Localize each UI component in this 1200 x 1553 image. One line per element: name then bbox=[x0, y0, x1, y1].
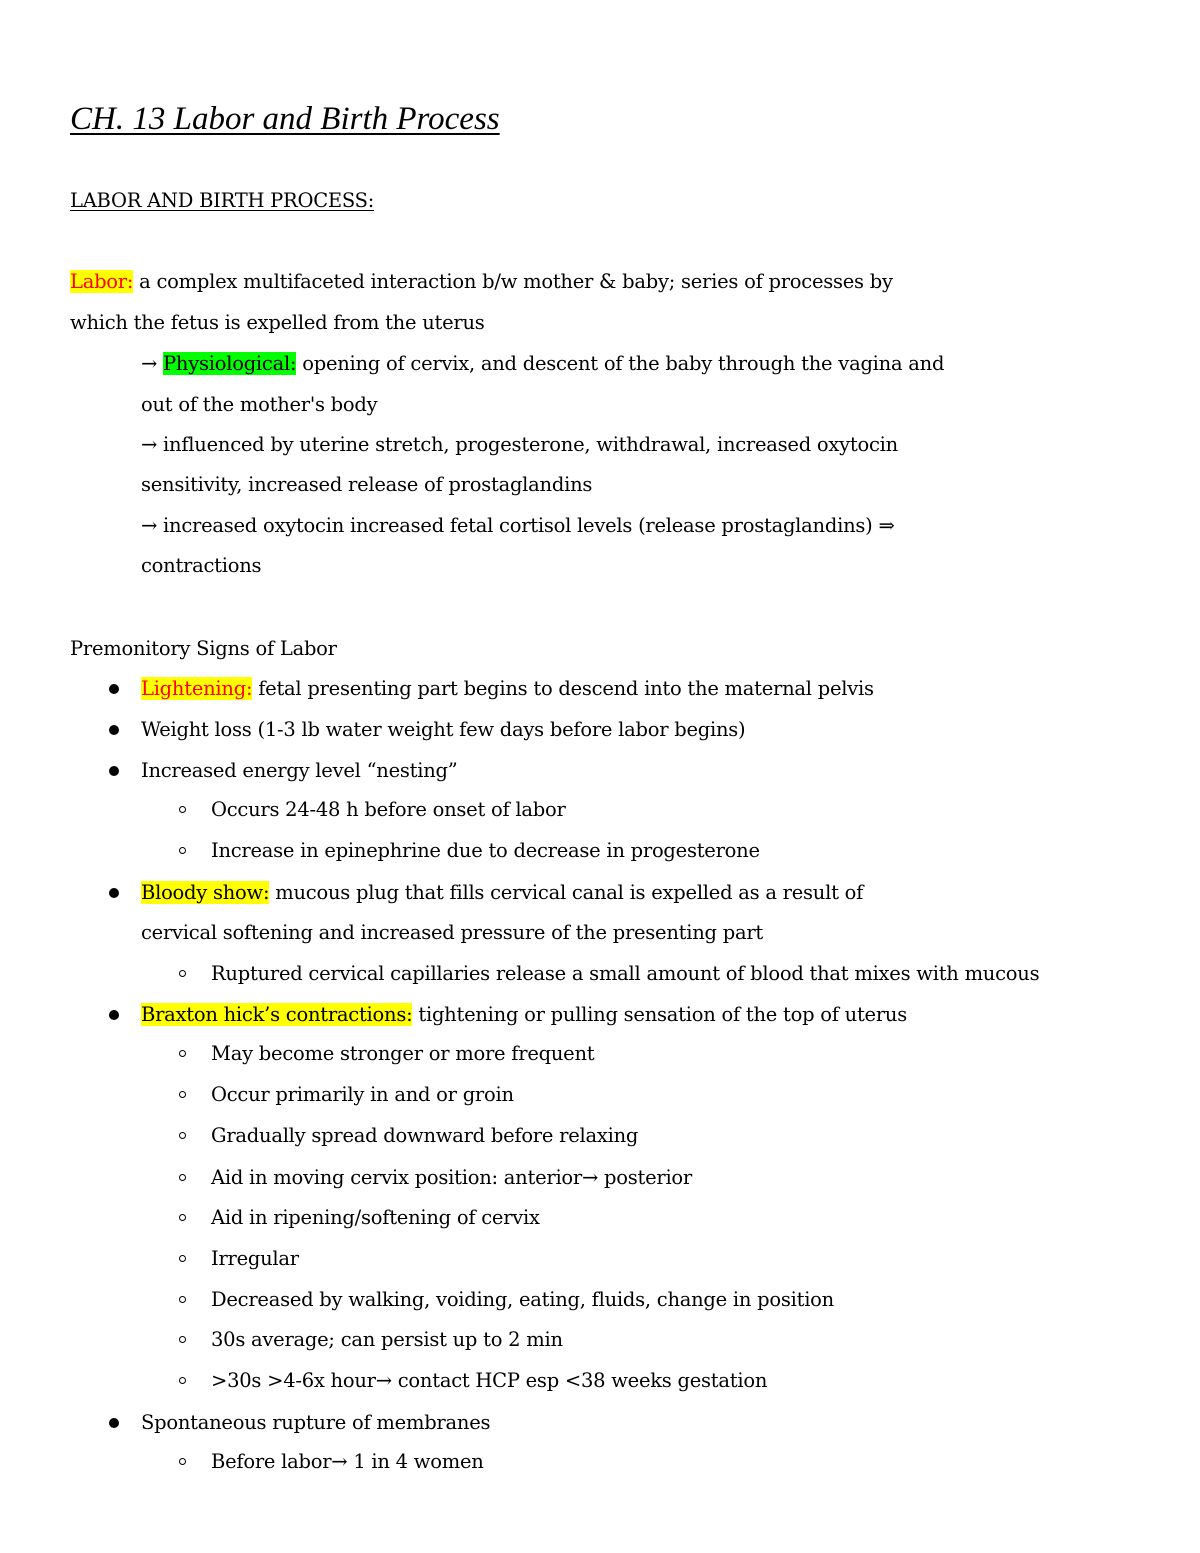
sub-bullet-icon bbox=[179, 1214, 186, 1221]
bloody-show-cont: cervical softening and increased pressure of the presenting part bbox=[141, 921, 763, 944]
lightening-text: fetal presenting part begins to descend into the maternal pelvis bbox=[252, 677, 874, 700]
influence-cont: sensitivity, increased release of prostaglandins bbox=[141, 473, 593, 496]
sub-bullet-icon bbox=[179, 1091, 186, 1098]
sub-bullet-icon bbox=[179, 847, 186, 854]
bullet-icon bbox=[109, 766, 119, 776]
premonitory-heading: Premonitory Signs of Labor bbox=[70, 637, 337, 660]
lightening-term: Lightening: bbox=[141, 677, 253, 700]
sub-bullet-icon bbox=[179, 806, 186, 813]
oxytocin-cont: contractions bbox=[141, 554, 262, 577]
sub-bullet-icon bbox=[179, 1377, 186, 1384]
bullet-icon bbox=[109, 1418, 119, 1428]
sub-bullet-icon bbox=[179, 1050, 186, 1057]
sub-item-energy-1: Occurs 24-48 h before onset of labor bbox=[211, 798, 566, 821]
labor-term: Labor: bbox=[70, 270, 134, 293]
sub-item-braxton-6: Irregular bbox=[211, 1247, 299, 1270]
sub-bullet-icon bbox=[179, 1132, 186, 1139]
sub-item-bloody-1: Ruptured cervical capillaries release a small amount of blood that mixes with mucous bbox=[211, 962, 1040, 985]
bullet-icon bbox=[109, 888, 119, 898]
list-item-bloody-show bbox=[141, 877, 863, 909]
physiological-line bbox=[141, 348, 944, 380]
list-item-braxton bbox=[141, 999, 907, 1031]
sub-bullet-icon bbox=[179, 1296, 186, 1303]
sub-item-braxton-9: >30s >4-6x hour→ contact HCP esp <38 weeks gestation bbox=[211, 1369, 768, 1392]
bloody-show-term: Bloody show: bbox=[141, 881, 270, 904]
list-item-energy: Increased energy level “nesting” bbox=[141, 759, 458, 782]
sub-bullet-icon bbox=[179, 1336, 186, 1343]
arrow-prefix: → bbox=[141, 352, 164, 375]
physiological-term: Physiological: bbox=[163, 352, 297, 375]
sub-item-braxton-8: 30s average; can persist up to 2 min bbox=[211, 1328, 563, 1351]
physiological-text: opening of cervix, and descent of the baby through the vagina and bbox=[296, 352, 945, 375]
bullet-icon bbox=[109, 725, 119, 735]
sub-item-energy-2: Increase in epinephrine due to decrease in progesterone bbox=[211, 839, 760, 862]
list-item-lightening bbox=[141, 673, 874, 705]
sub-item-braxton-2: Occur primarily in and or groin bbox=[211, 1083, 514, 1106]
oxytocin-line: → increased oxytocin increased fetal cortisol levels (release prostaglandins) ⇒ bbox=[141, 514, 895, 537]
physiological-cont: out of the mother's body bbox=[141, 393, 378, 416]
list-item-rupture: Spontaneous rupture of membranes bbox=[141, 1411, 491, 1434]
sub-item-braxton-5: Aid in ripening/softening of cervix bbox=[211, 1206, 540, 1229]
bullet-icon bbox=[109, 684, 119, 694]
labor-definition bbox=[70, 266, 893, 298]
sub-item-braxton-4: Aid in moving cervix position: anterior→ posterior bbox=[211, 1166, 692, 1189]
sub-item-rupture-1: Before labor→ 1 in 4 women bbox=[211, 1450, 484, 1473]
sub-item-braxton-3: Gradually spread downward before relaxing bbox=[211, 1124, 639, 1147]
section-heading: LABOR AND BIRTH PROCESS: bbox=[70, 189, 375, 212]
labor-definition-cont: which the fetus is expelled from the uterus bbox=[70, 311, 485, 334]
sub-bullet-icon bbox=[179, 1458, 186, 1465]
braxton-term: Braxton hick’s contractions: bbox=[141, 1003, 413, 1026]
labor-definition-text: a complex multifaceted interaction b/w mother & baby; series of processes by bbox=[133, 270, 893, 293]
braxton-text: tightening or pulling sensation of the top of uterus bbox=[412, 1003, 907, 1026]
bloody-show-text: mucous plug that fills cervical canal is expelled as a result of bbox=[269, 881, 864, 904]
sub-item-braxton-7: Decreased by walking, voiding, eating, fluids, change in position bbox=[211, 1288, 834, 1311]
influence-line: → influenced by uterine stretch, progesterone, withdrawal, increased oxytocin bbox=[141, 433, 898, 456]
sub-bullet-icon bbox=[179, 1174, 186, 1181]
bullet-icon bbox=[109, 1010, 119, 1020]
sub-bullet-icon bbox=[179, 1255, 186, 1262]
document-title: CH. 13 Labor and Birth Process bbox=[70, 101, 500, 137]
list-item-weight-loss: Weight loss (1-3 lb water weight few days before labor begins) bbox=[141, 718, 746, 741]
sub-bullet-icon bbox=[179, 970, 186, 977]
sub-item-braxton-1: May become stronger or more frequent bbox=[211, 1042, 595, 1065]
